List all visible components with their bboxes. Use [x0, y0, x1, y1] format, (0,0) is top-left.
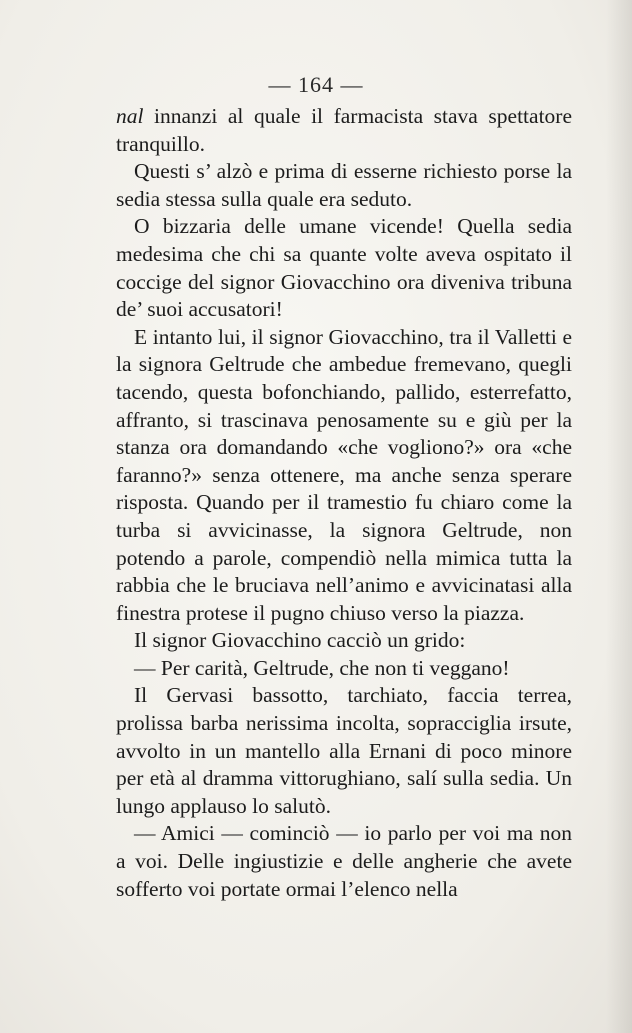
paragraph-7: Il Gervasi bassotto, tarchiato, faccia terrea, prolissa barba nerissima incolta, sopracciglia irsute, avvolto in un mantello alla Ernani di poco minore per età al dramma vittorughiano, salí sulla sedia. Un lungo applauso lo salutò. — [116, 683, 572, 818]
paragraph-1-lead: nal — [116, 104, 144, 128]
paragraph-8: — Amici — cominciò — io parlo per voi ma non a voi. Delle ingiustizie e delle angherie che avete sofferto voi portate ormai l’elenco nella — [116, 821, 572, 901]
page-number: — 164 — — [268, 72, 364, 97]
paragraph-2: Questi s’ alzò e prima di esserne richiesto porse la sedia stessa sulla quale era seduto. — [116, 159, 572, 211]
body-text — [116, 103, 572, 903]
paragraph-5: Il signor Giovacchino cacciò un grido: — [134, 628, 466, 653]
paragraph-3: O bizzaria delle umane vicende! Quella sedia medesima che chi sa quante volte aveva ospitato il coccige del signor Giovacchino ora diveniva tribuna de’ suoi accusatori! — [116, 214, 572, 322]
paragraph-4: E intanto lui, il signor Giovacchino, tra il Valletti e la signora Geltrude che ambedue fremevano, quegli tacendo, questa bofonchiando, pallido, esterrefatto, affranto, si trascinava penosamente su e giù per la stanza ora domandando «che vogliono?» ora «che faranno?» senza ottenere, ma anche senza sperare risposta. Quando per il tramestio fu chiaro come la turba si avvicinasse, la signora Geltrude, non potendo a parole, compendiò nella mimica tutta la rabbia che le bruciava nell’animo e avvicinatasi alla finestra protese il pugno chiuso verso la piazza. — [116, 324, 572, 625]
page-edge-shadow — [606, 0, 632, 1033]
paragraph-6: — Per carità, Geltrude, che non ti veggano! — [134, 655, 510, 680]
paragraph-1 — [116, 103, 572, 158]
paragraph-1-text: innanzi al quale il farmacista stava spettatore tranquillo. — [116, 104, 572, 156]
